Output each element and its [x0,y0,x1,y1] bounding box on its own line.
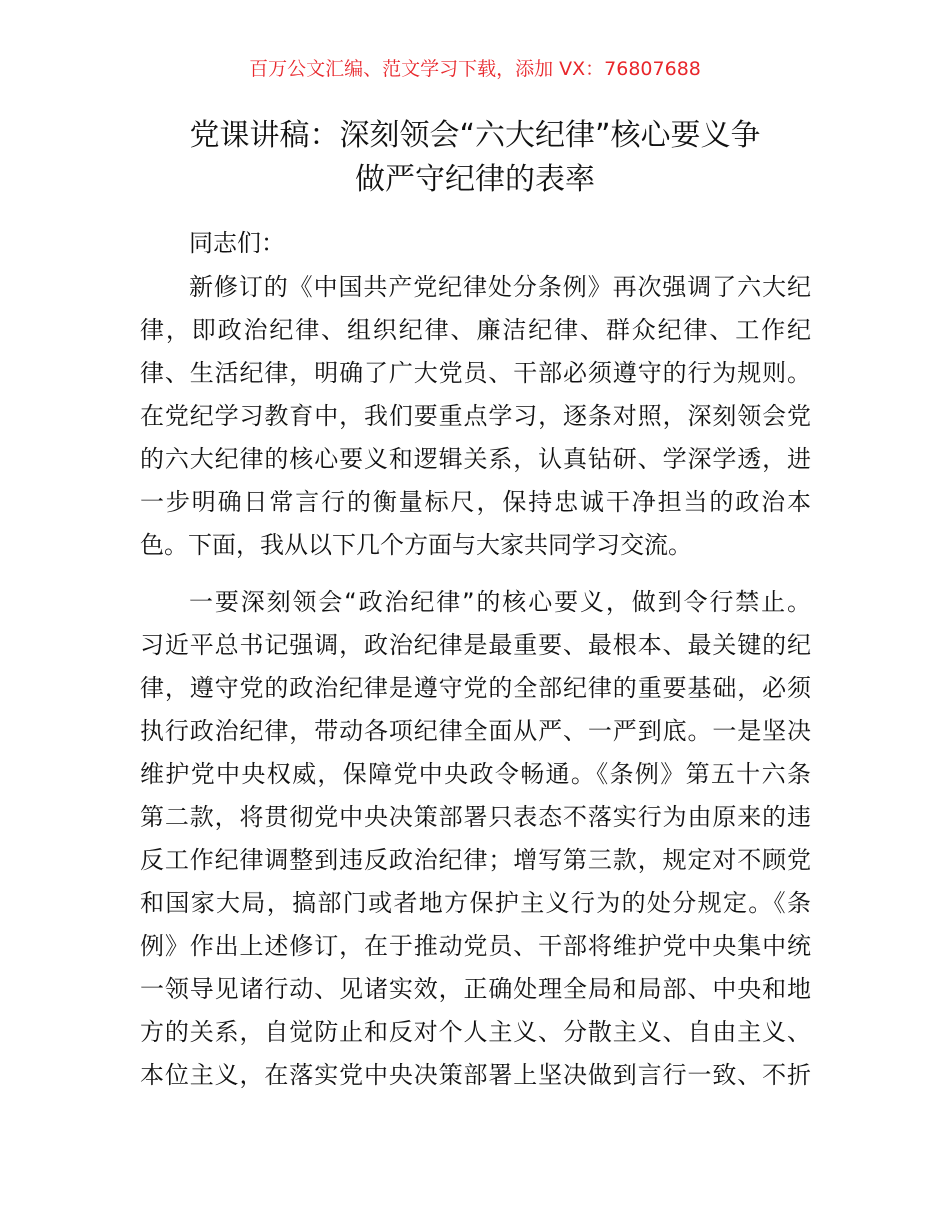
text-line: 的六大纪律的核心要义和逻辑关系，认真钻研、学深学透，进 [140,445,811,473]
text-line: 第二款，将贯彻党中央决策部署只表态不落实行为由原来的违 [140,803,811,831]
paragraph-1 [140,266,811,567]
text-line: 新修订的《中国共产党纪律处分条例》再次强调了六大纪 [189,273,811,301]
text-line: 方的关系，自觉防止和反对个人主义、分散主义、自由主义、 [140,1018,811,1046]
greeting [140,222,811,265]
text-line: 本位主义，在落实党中央决策部署上坚决做到言行一致、不折 [140,1061,811,1089]
paragraph-2 [140,581,811,1097]
title-line: 做严守纪律的表率 [355,162,595,197]
text-line: 例》作出上述修订，在于推动党员、干部将维护党中央集中统 [140,932,811,960]
text-line: 律，遵守党的政治纪律是遵守党的全部纪律的重要基础，必须 [140,674,811,702]
text-line: 一领导见诸行动、见诸实效，正确处理全局和局部、中央和地 [140,975,811,1003]
text-line: 律，即政治纪律、组织纪律、廉洁纪律、群众纪律、工作纪 [140,316,811,344]
text-line: 反工作纪律调整到违反政治纪律；增写第三款，规定对不顾党 [140,846,811,874]
text-line: 在党纪学习教育中，我们要重点学习，逐条对照，深刻领会党 [140,402,811,430]
text-line: 一步明确日常言行的衡量标尺，保持忠诚干净担当的政治本 [140,488,811,516]
text-line: 习近平总书记强调，政治纪律是最重要、最根本、最关键的纪 [140,631,811,659]
document-title [130,114,820,202]
text-line: 维护党中央权威，保障党中央政令畅通。《条例》第五十六条 [140,760,811,788]
watermark-banner: 百万公文汇编、范文学习下载，添加 VX：76807688 [249,58,701,80]
title-line: 党课讲稿：深刻领会“六大纪律”核心要义争 [189,118,761,153]
text-line: 色。下面，我从以下几个方面与大家共同学习交流。 [140,531,692,559]
text-line: 一要深刻领会“政治纪律”的核心要义，做到令行禁止。 [189,588,811,616]
greeting-text: 同志们： [189,229,285,257]
text-line: 律、生活纪律，明确了广大党员、干部必须遵守的行为规则。 [140,359,811,387]
text-line: 执行政治纪律，带动各项纪律全面从严、一严到底。一是坚决 [140,717,811,745]
text-line: 和国家大局，搞部门或者地方保护主义行为的处分规定。《条 [140,889,811,917]
